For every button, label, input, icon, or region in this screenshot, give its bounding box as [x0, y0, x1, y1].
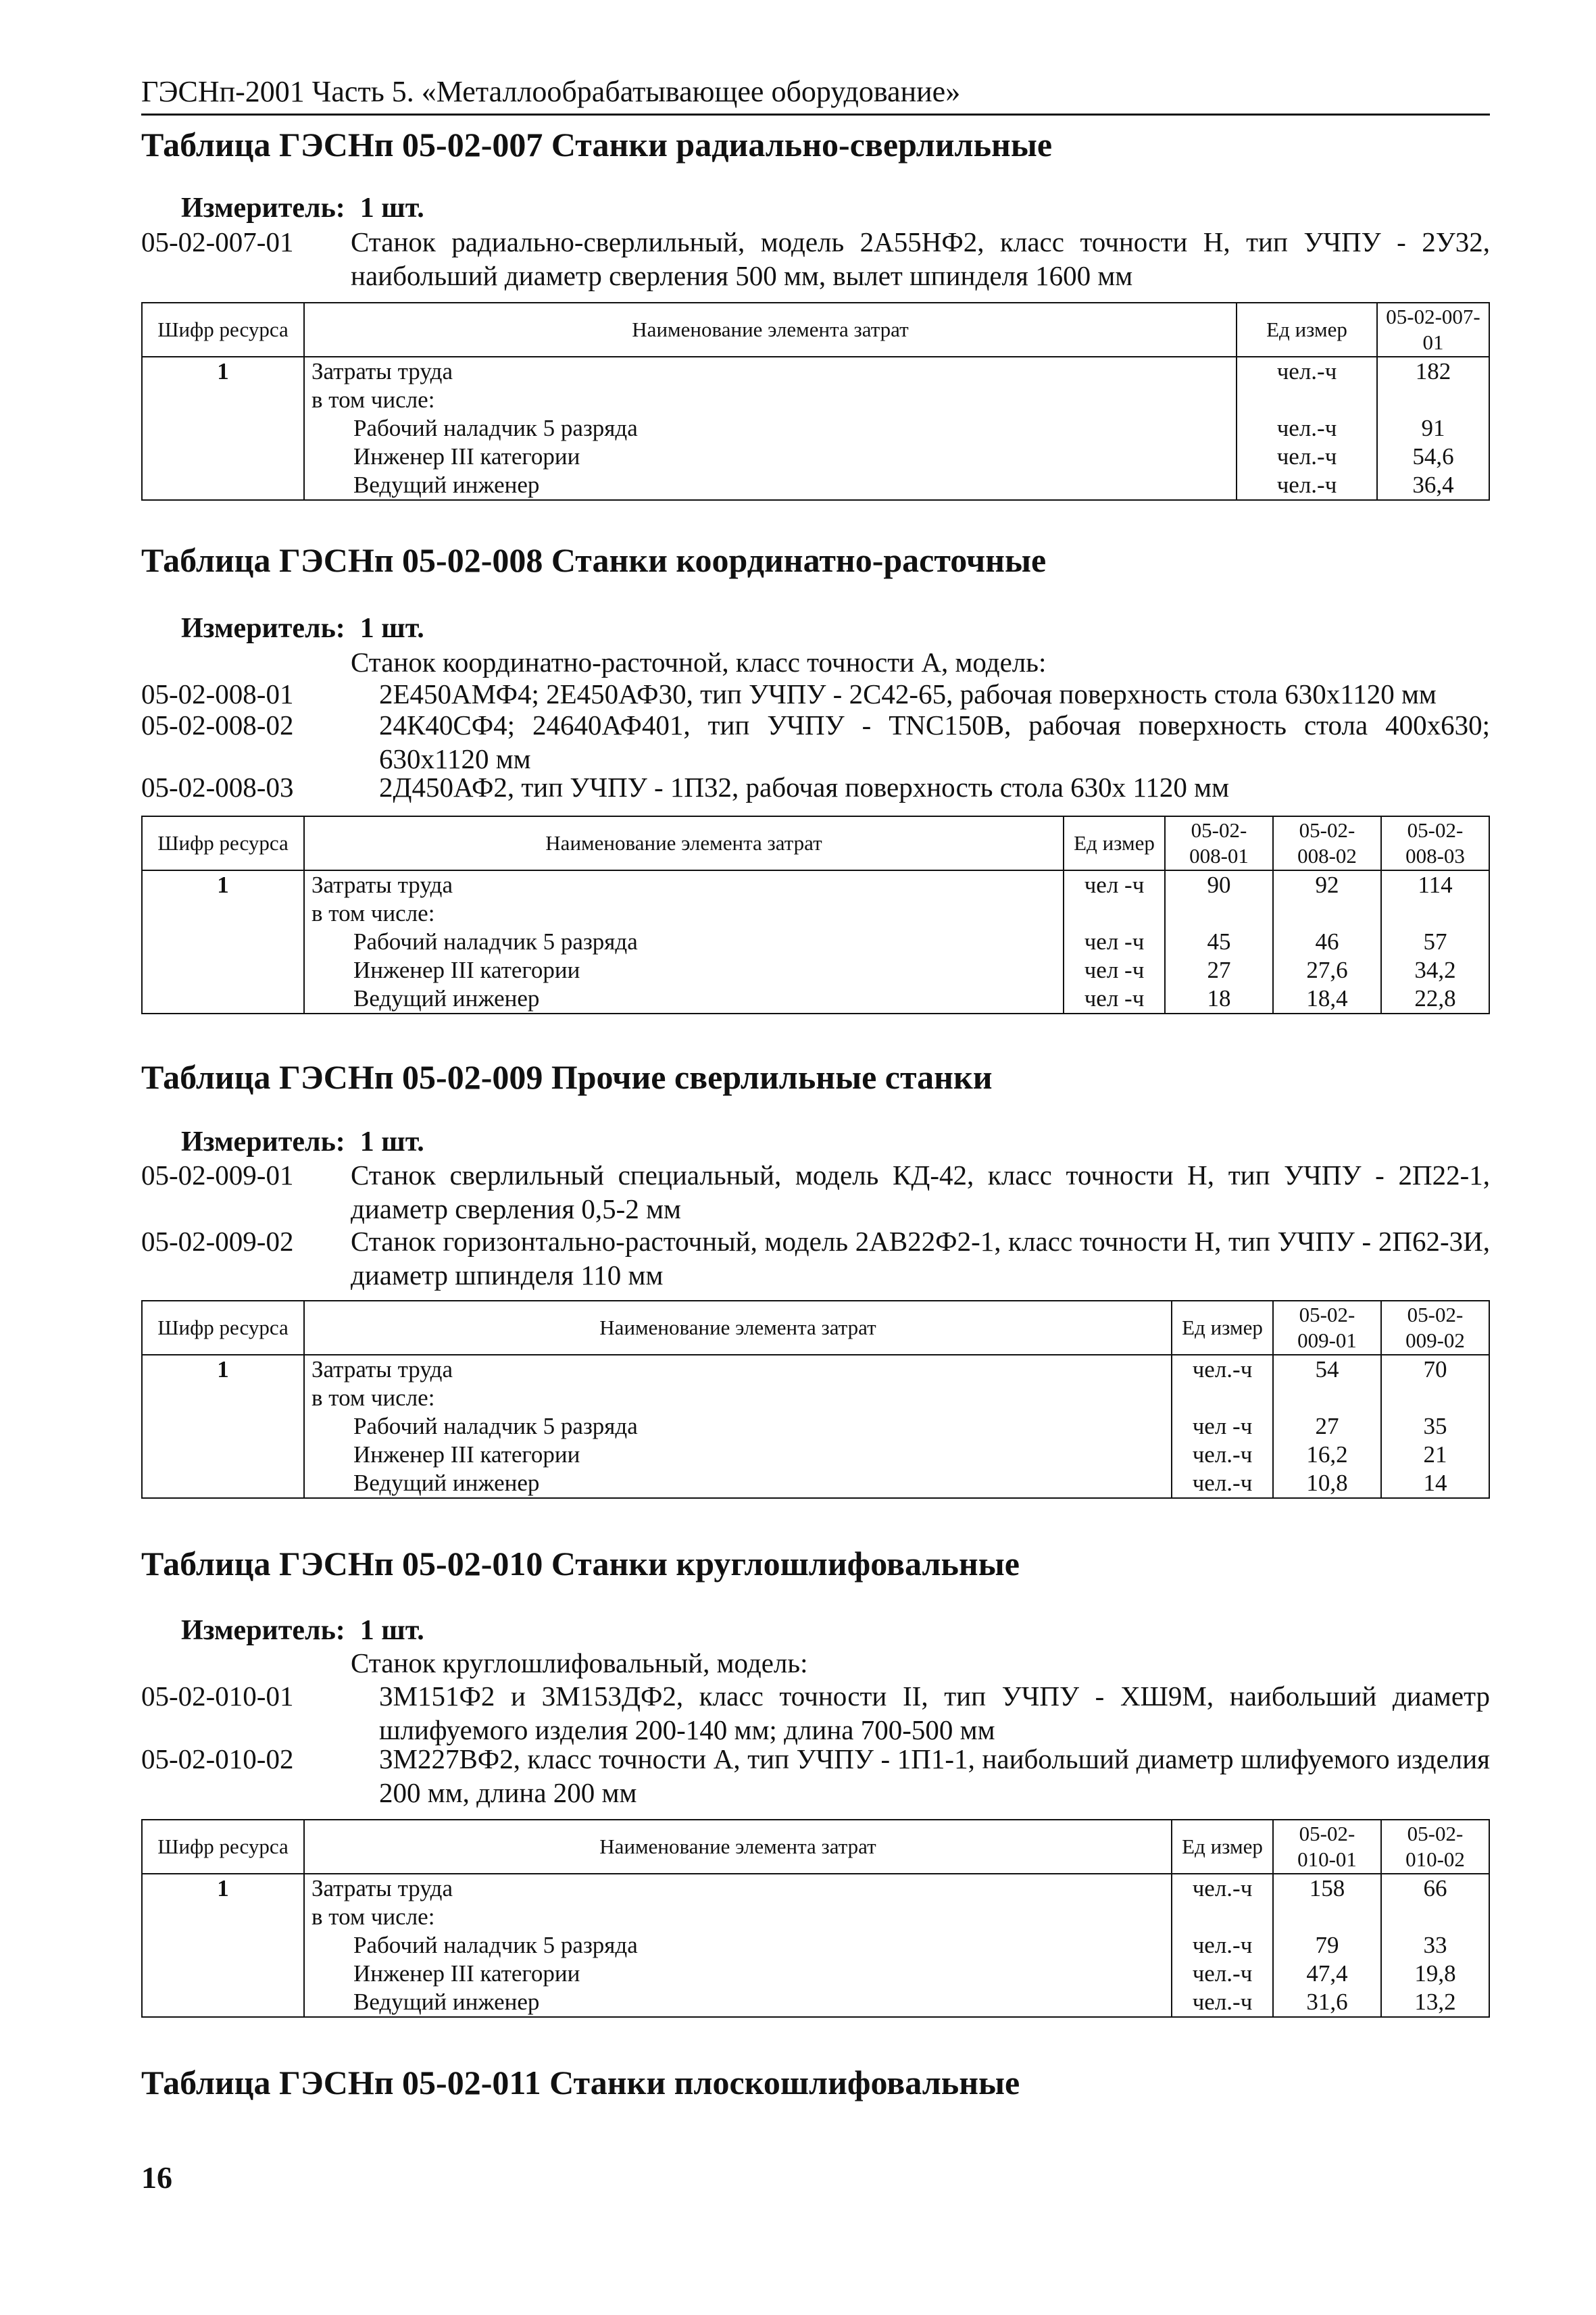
norm-value: 158: [1309, 1875, 1345, 1901]
item-text: Станок радиально-сверлильный, модель 2А55НФ2, класс точности Н, тип УЧПУ - 2У32, наибольший диаметр сверления 500 мм, вылет шпинделя 1600 мм: [351, 226, 1490, 291]
norm-value: 47,4: [1306, 1960, 1348, 1987]
labor-label: Затраты труда: [311, 358, 453, 384]
unit-value: чел.-ч: [1276, 472, 1337, 498]
worker-label: Рабочий наладчик 5 разряда: [353, 928, 638, 955]
norm-table-008: [141, 816, 1490, 1014]
unit-value: чел.-ч: [1192, 1989, 1253, 2015]
item-text: 24К40СФ4; 24640АФ401, тип УЧПУ - TNC150B, рабочая поверхность стола 400x630; 630x1120 мм: [379, 710, 1490, 774]
item-text: Станок горизонтально-расточный, модель 2АВ22Ф2-1, класс точности Н, тип УЧПУ - 2П62-3И, диаметр шпинделя 110 мм: [351, 1226, 1490, 1291]
norm-value: 10,8: [1306, 1470, 1348, 1496]
norm-value: 34,2: [1414, 957, 1456, 983]
norm-value: 22,8: [1414, 985, 1456, 1012]
item-row: [141, 1742, 1490, 1810]
norm-value: 19,8: [1414, 1960, 1456, 1987]
col-header-norm: 05-02-010-01: [1273, 1820, 1381, 1874]
col-header-name: Наименование элемента затрат: [304, 1820, 1172, 1874]
cost-elements: [304, 1874, 1172, 2017]
norm-value: 33: [1423, 1932, 1447, 1958]
units-cell: [1172, 1355, 1273, 1498]
item-row: [141, 770, 1490, 804]
col-header-unit: Ед измер: [1237, 303, 1377, 357]
item-code: 05-02-008-01: [141, 678, 294, 710]
model-intro: Станок круглошлифовальный, модель:: [351, 1647, 808, 1678]
resource-code: 1: [142, 1874, 304, 2017]
meter-value: 1 шт.: [359, 1615, 424, 1646]
meter-label: Измеритель:: [181, 193, 345, 224]
item-text: 2Д450АФ2, тип УЧПУ - 1П32, рабочая поверхность стола 630x 1120 мм: [379, 772, 1230, 803]
worker-label: Рабочий наладчик 5 разряда: [353, 415, 638, 441]
unit-value: чел -ч: [1084, 872, 1145, 898]
cost-elements: [304, 870, 1064, 1014]
item-text: Станок сверлильный специальный, модель КД-42, класс точности Н, тип УЧПУ - 2П22-1, диаметр сверления 0,5-2 мм: [351, 1160, 1490, 1224]
table-title-009: Таблица ГЭСНп 05-02-009 Прочие сверлильные станки: [141, 1058, 993, 1096]
model-intro: Станок координатно-расточной, класс точности А, модель:: [351, 647, 1047, 678]
norm-value: 54: [1315, 1356, 1339, 1383]
values-cell: [1165, 870, 1273, 1014]
col-header-norm: 05-02-007-01: [1377, 303, 1489, 357]
worker-label: Инженер III категории: [353, 1960, 580, 1987]
meter-007: [181, 191, 424, 225]
col-header-unit: Ед измер: [1172, 1301, 1273, 1355]
unit-value: чел -ч: [1084, 928, 1145, 955]
meter-value: 1 шт.: [359, 613, 424, 644]
col-header-name: Наименование элемента затрат: [304, 816, 1064, 870]
norm-value: 27: [1315, 1413, 1339, 1439]
norm-value: 90: [1207, 872, 1231, 898]
norm-value: 91: [1421, 415, 1445, 441]
values-cell: [1273, 1355, 1381, 1498]
including-label: в том числе:: [311, 1385, 435, 1411]
including-label: в том числе:: [311, 387, 435, 413]
norm-value: 16,2: [1306, 1441, 1348, 1468]
unit-value: чел.-ч: [1192, 1356, 1253, 1383]
unit-value: чел.-ч: [1192, 1960, 1253, 1987]
col-header-code: Шифр ресурса: [142, 1301, 304, 1355]
item-row: [141, 1679, 1490, 1747]
norm-value: 27,6: [1306, 957, 1348, 983]
norm-value: 66: [1423, 1875, 1447, 1901]
unit-value: чел -ч: [1192, 1413, 1253, 1439]
norm-value: 54,6: [1412, 443, 1454, 470]
labor-label: Затраты труда: [311, 1875, 453, 1901]
labor-label: Затраты труда: [311, 872, 453, 898]
norm-value: 18,4: [1306, 985, 1348, 1012]
values-cell: [1273, 870, 1381, 1014]
worker-label: Ведущий инженер: [353, 985, 540, 1012]
table-title-011: Таблица ГЭСНп 05-02-011 Станки плоскошлифовальные: [141, 2064, 1020, 2101]
col-header-norm: 05-02-009-01: [1273, 1301, 1381, 1355]
norm-value: 182: [1415, 358, 1451, 384]
worker-label: Ведущий инженер: [353, 472, 540, 498]
resource-code: 1: [142, 870, 304, 1014]
col-header-name: Наименование элемента затрат: [304, 303, 1237, 357]
unit-value: чел.-ч: [1276, 358, 1337, 384]
norm-value: 70: [1423, 1356, 1447, 1383]
norm-value: 46: [1315, 928, 1339, 955]
values-cell: [1381, 1874, 1489, 2017]
norm-value: 18: [1207, 985, 1231, 1012]
col-header-norm: 05-02-008-02: [1273, 816, 1381, 870]
col-header-code: Шифр ресурса: [142, 1820, 304, 1874]
item-text: 2Е450АМФ4; 2Е450АФ30, тип УЧПУ - 2С42-65, рабочая поверхность стола 630x1120 мм: [379, 678, 1437, 710]
norm-value: 57: [1423, 928, 1447, 955]
norm-table-010: [141, 1819, 1490, 2018]
table-title-007: Таблица ГЭСНп 05-02-007 Станки радиально-сверлильные: [141, 126, 1053, 164]
item-code: 05-02-009-02: [141, 1226, 294, 1257]
item-text: 3М151Ф2 и 3М153ДФ2, класс точности II, тип УЧПУ - ХШ9М, наибольший диаметр шлифуемого изделия 200-140 мм; длина 700-500 мм: [379, 1681, 1490, 1745]
norm-value: 27: [1207, 957, 1231, 983]
resource-code: 1: [142, 357, 304, 500]
col-header-norm: 05-02-009-02: [1381, 1301, 1489, 1355]
norm-table-009: [141, 1300, 1490, 1499]
item-code: 05-02-009-01: [141, 1160, 294, 1191]
meter-value: 1 шт.: [359, 193, 424, 224]
item-code: 05-02-010-01: [141, 1681, 294, 1712]
col-header-norm: 05-02-008-03: [1381, 816, 1489, 870]
item-code: 05-02-008-03: [141, 772, 294, 803]
worker-label: Инженер III категории: [353, 443, 580, 470]
units-cell: [1064, 870, 1165, 1014]
meter-label: Измеритель:: [181, 613, 345, 644]
cost-elements: [304, 1355, 1172, 1498]
units-cell: [1237, 357, 1377, 500]
item-row: [141, 225, 1490, 293]
meter-label: Измеритель:: [181, 1126, 345, 1158]
col-header-unit: Ед измер: [1064, 816, 1165, 870]
values-cell: [1381, 1355, 1489, 1498]
labor-label: Затраты труда: [311, 1356, 453, 1383]
worker-label: Ведущий инженер: [353, 1989, 540, 2015]
norm-table-007: [141, 302, 1490, 501]
worker-label: Рабочий наладчик 5 разряда: [353, 1932, 638, 1958]
item-row: [141, 1158, 1490, 1226]
col-header-norm: 05-02-008-01: [1165, 816, 1273, 870]
unit-value: чел.-ч: [1192, 1875, 1253, 1901]
norm-value: 35: [1423, 1413, 1447, 1439]
norm-value: 31,6: [1306, 1989, 1348, 2015]
item-row: [141, 708, 1490, 776]
meter-label: Измеритель:: [181, 1615, 345, 1646]
norm-value: 79: [1315, 1932, 1339, 1958]
table-title-010: Таблица ГЭСНп 05-02-010 Станки круглошлифовальные: [141, 1545, 1020, 1583]
unit-value: чел.-ч: [1276, 443, 1337, 470]
worker-label: Инженер III категории: [353, 1441, 580, 1468]
including-label: в том числе:: [311, 1903, 435, 1930]
item-code: 05-02-010-02: [141, 1743, 294, 1774]
units-cell: [1172, 1874, 1273, 2017]
worker-label: Ведущий инженер: [353, 1470, 540, 1496]
resource-code: 1: [142, 1355, 304, 1498]
unit-value: чел.-ч: [1192, 1441, 1253, 1468]
values-cell: [1273, 1874, 1381, 2017]
norm-value: 92: [1315, 872, 1339, 898]
values-cell: [1381, 870, 1489, 1014]
meter-value: 1 шт.: [359, 1126, 424, 1158]
col-header-unit: Ед измер: [1172, 1820, 1273, 1874]
norm-value: 14: [1423, 1470, 1447, 1496]
norm-value: 45: [1207, 928, 1231, 955]
item-row: [141, 1224, 1490, 1292]
worker-label: Инженер III категории: [353, 957, 580, 983]
item-code: 05-02-007-01: [141, 226, 294, 257]
values-cell: [1377, 357, 1489, 500]
table-title-008: Таблица ГЭСНп 05-02-008 Станки координатно-расточные: [141, 541, 1047, 579]
norm-value: 21: [1423, 1441, 1447, 1468]
item-row: [141, 677, 1490, 711]
meter-010: [181, 1614, 424, 1647]
norm-value: 36,4: [1412, 472, 1454, 498]
cost-elements: [304, 357, 1237, 500]
item-code: 05-02-008-02: [141, 710, 294, 741]
col-header-code: Шифр ресурса: [142, 303, 304, 357]
norm-value: 114: [1418, 872, 1453, 898]
unit-value: чел.-ч: [1192, 1470, 1253, 1496]
page-number: 16: [141, 2160, 172, 2195]
unit-value: чел -ч: [1084, 957, 1145, 983]
page-header: ГЭСНп-2001 Часть 5. «Металлообрабатывающее оборудование»: [141, 74, 1490, 116]
col-header-norm: 05-02-010-02: [1381, 1820, 1489, 1874]
col-header-code: Шифр ресурса: [142, 816, 304, 870]
unit-value: чел.-ч: [1192, 1932, 1253, 1958]
col-header-name: Наименование элемента затрат: [304, 1301, 1172, 1355]
worker-label: Рабочий наладчик 5 разряда: [353, 1413, 638, 1439]
item-text: 3М227ВФ2, класс точности А, тип УЧПУ - 1П1-1, наибольший диаметр шлифуемого изделия 200 мм, длина 200 мм: [379, 1743, 1490, 1808]
meter-008: [181, 612, 424, 645]
including-label: в том числе:: [311, 900, 435, 926]
unit-value: чел -ч: [1084, 985, 1145, 1012]
meter-009: [181, 1125, 424, 1159]
norm-value: 13,2: [1414, 1989, 1456, 2015]
unit-value: чел.-ч: [1276, 415, 1337, 441]
